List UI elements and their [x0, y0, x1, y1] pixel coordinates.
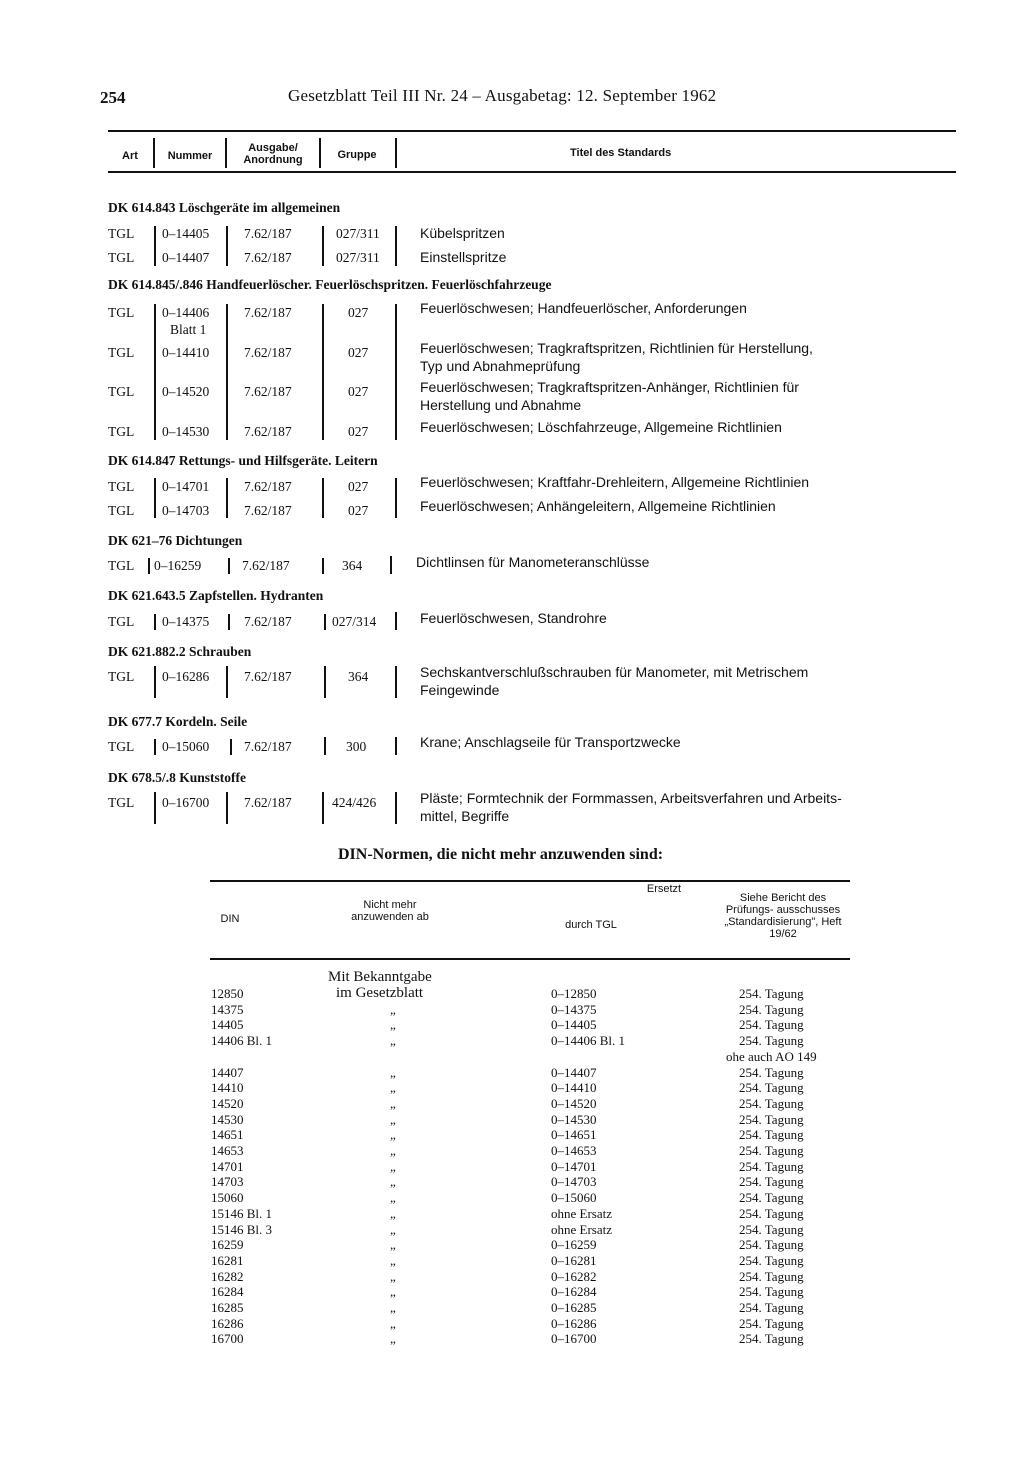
ausgabe-cell: 7.62/187 [244, 305, 292, 320]
col-divider [395, 138, 397, 168]
col-divider [154, 226, 156, 266]
din-number-cell: 14410 [211, 1080, 244, 1096]
art-cell: TGL [108, 558, 135, 573]
din-bericht-cell: 254. Tagung [739, 1284, 804, 1300]
section-heading: DK 677.7 Kordeln. Seile [108, 714, 248, 729]
din-number-cell: 14651 [211, 1127, 244, 1143]
din-number-cell: 14703 [211, 1174, 244, 1190]
col-divider [154, 792, 156, 824]
din-col-bericht: Siehe Bericht des Prüfungs- ausschusses „Standardisierung", Heft 19/62 [724, 892, 842, 940]
din-bericht-cell: 254. Tagung [739, 1174, 804, 1190]
titel-cell-line2: Feingewinde [420, 682, 500, 698]
col-divider [322, 792, 324, 824]
titel-cell: Dichtlinsen für Manometeranschlüsse [416, 554, 650, 570]
nummer-sub-cell: Blatt 1 [170, 322, 207, 337]
col-divider [319, 138, 321, 168]
col-header-art: Art [122, 150, 138, 162]
din-durch-cell: 0–14651 [551, 1127, 597, 1143]
din-durch-cell: 0–16259 [551, 1237, 597, 1253]
titel-cell: Feuerlöschwesen; Tragkraftspritzen, Richtlinien für Herstellung, [420, 340, 813, 356]
header-rule-bottom [108, 171, 956, 173]
din-bericht-note: ohe auch AO 149 [726, 1048, 817, 1064]
col-divider [154, 614, 156, 630]
din-number-cell: 14701 [211, 1158, 244, 1174]
din-bericht-cell: 254. Tagung [739, 1300, 804, 1315]
din-bericht-cell: 254. Tagung [739, 1095, 804, 1111]
titel-cell: Feuerlöschwesen; Tragkraftspritzen-Anhänger, Richtlinien für [420, 379, 799, 395]
din-durch-cell: ohne Ersatz [551, 1205, 613, 1221]
titel-cell: Feuerlöschwesen, Standrohre [420, 610, 607, 626]
nummer-cell: 0–14520 [162, 384, 210, 399]
din-number-cell: 14375 [211, 1001, 244, 1017]
din-ab-cell: „ [390, 1190, 396, 1206]
gruppe-cell: 027/311 [336, 226, 380, 241]
titel-cell: Kübelspritzen [420, 225, 505, 241]
din-ab-cell: „ [390, 1158, 396, 1174]
section-heading: DK 621.882.2 Schrauben [108, 644, 252, 659]
din-durch-cell: 0–14530 [551, 1111, 597, 1127]
art-cell: TGL [108, 479, 135, 494]
titel-cell: Feuerlöschwesen; Löschfahrzeuge, Allgemeine Richtlinien [420, 419, 782, 435]
din-number-cell: 14407 [211, 1064, 244, 1080]
din-rule-bottom [210, 958, 850, 960]
ausgabe-cell: 7.62/187 [244, 669, 292, 684]
art-cell: TGL [108, 669, 135, 684]
din-first-ab-line2: im Gesetzblatt [336, 985, 424, 1001]
gruppe-cell: 027 [348, 384, 369, 399]
din-number-cell: 16281 [211, 1252, 244, 1268]
nummer-cell: 0–14530 [162, 424, 210, 439]
din-ab-cell: „ [390, 1033, 396, 1049]
gruppe-cell: 027 [348, 503, 369, 518]
col-header-titel: Titel des Standards [570, 147, 672, 159]
title-bar [395, 666, 397, 698]
din-number-cell: 16284 [211, 1284, 244, 1300]
din-ab-cell: „ [390, 1111, 396, 1127]
col-divider [226, 226, 228, 266]
col-divider [230, 739, 232, 755]
din-ab-cell: „ [390, 1284, 396, 1300]
ausgabe-cell: 7.62/187 [244, 795, 292, 810]
titel-cell: Sechskantverschlußschrauben für Manometer, mit Metrischem [420, 664, 809, 680]
ausgabe-cell: 7.62/187 [242, 558, 290, 573]
din-bericht-cell: 254. Tagung [739, 1143, 804, 1158]
din-durch-cell: 0–12850 [551, 986, 597, 1001]
din-ab-cell: „ [390, 1237, 396, 1253]
col-divider [322, 226, 324, 266]
din-ab-cell: „ [390, 1268, 396, 1284]
din-bericht-cell: 254. Tagung [739, 1127, 804, 1143]
din-number-cell: 12850 [211, 986, 244, 1001]
art-cell: TGL [108, 226, 135, 241]
section-heading: DK 621.643.5 Zapfstellen. Hydranten [108, 588, 324, 603]
art-cell: TGL [108, 503, 135, 518]
din-durch-cell: 0–16284 [551, 1284, 597, 1300]
din-number-cell: 14520 [211, 1095, 244, 1111]
col-divider [322, 478, 324, 518]
gruppe-cell: 027/311 [336, 250, 380, 265]
din-bericht-cell: 254. Tagung [739, 1080, 804, 1096]
din-ab-cell: „ [390, 1300, 396, 1315]
din-col-ab: Nicht mehr anzuwenden ab [351, 899, 429, 923]
header-rule-top [108, 130, 956, 132]
section-heading: DK 614.847 Rettungs- und Hilfsgeräte. Leitern [108, 453, 378, 468]
title-bar [395, 792, 397, 824]
section-heading: DK 678.5/.8 Kunststoffe [108, 770, 246, 785]
col-divider [226, 304, 228, 440]
din-ab-cell: „ [390, 1205, 396, 1221]
art-cell: TGL [108, 384, 135, 399]
gruppe-cell: 027 [348, 345, 369, 360]
din-ab-cell: „ [390, 1252, 396, 1268]
art-cell: TGL [108, 424, 135, 439]
din-ab-cell: „ [390, 1095, 396, 1111]
din-bericht-cell: 254. Tagung [739, 1221, 804, 1237]
din-bericht-cell: 254. Tagung [739, 1205, 804, 1221]
section-heading: DK 614.843 Löschgeräte im allgemeinen [108, 200, 341, 215]
col-divider [153, 138, 155, 168]
din-number-cell: 15146 Bl. 3 [211, 1221, 273, 1237]
titel-cell: Feuerlöschwesen; Kraftfahr-Drehleitern, Allgemeine Richtlinien [420, 474, 810, 490]
din-bericht-cell: 254. Tagung [739, 1111, 804, 1127]
din-durch-cell: 0–14375 [551, 1001, 597, 1017]
col-divider [154, 739, 156, 755]
col-divider [154, 478, 156, 518]
col-divider [226, 478, 228, 518]
din-number-cell: 15146 Bl. 1 [211, 1205, 273, 1221]
ausgabe-cell: 7.62/187 [244, 384, 292, 399]
din-col-durch: durch TGL [565, 919, 617, 931]
art-cell: TGL [108, 614, 135, 629]
section-heading: DK 614.845/.846 Handfeuerlöscher. Feuerlöschspritzen. Feuerlöschfahrzeuge [108, 277, 552, 292]
col-header-gruppe: Gruppe [337, 149, 377, 161]
din-ab-cell: „ [390, 1174, 396, 1190]
din-durch-cell: 0–16281 [551, 1252, 597, 1268]
art-cell: TGL [108, 739, 135, 754]
din-durch-cell: 0–14407 [551, 1064, 597, 1080]
din-number-cell: 14653 [211, 1143, 244, 1158]
col-divider [225, 138, 227, 168]
din-number-cell: 16259 [211, 1237, 244, 1253]
col-divider [148, 558, 150, 574]
din-durch-cell: 0–16285 [551, 1300, 597, 1315]
gruppe-cell: 027 [348, 305, 369, 320]
din-ab-cell: „ [390, 1143, 396, 1158]
din-rule-top [210, 880, 850, 882]
nummer-cell: 0–14406 [162, 305, 210, 320]
din-bericht-cell: 254. Tagung [739, 1158, 804, 1174]
title-bar [395, 737, 397, 755]
din-col-din: DIN [220, 913, 240, 925]
gruppe-cell: 027 [348, 424, 369, 439]
col-divider [324, 614, 326, 630]
col-divider [154, 304, 156, 440]
din-number-cell: 14405 [211, 1017, 244, 1033]
ausgabe-cell: 7.62/187 [244, 226, 292, 241]
din-durch-cell: 0–14406 Bl. 1 [551, 1033, 626, 1049]
ausgabe-cell: 7.62/187 [244, 614, 292, 629]
din-first-ab-line1: Mit Bekanntgabe [328, 969, 432, 985]
din-bericht-cell: 254. Tagung [739, 1268, 804, 1284]
col-divider [322, 304, 324, 440]
din-ab-cell: „ [390, 1331, 396, 1347]
din-bericht-cell: 254. Tagung [739, 1064, 804, 1080]
col-header-nummer: Nummer [167, 150, 213, 162]
din-ab-cell: „ [390, 1001, 396, 1017]
nummer-cell: 0–16259 [154, 558, 202, 573]
gruppe-cell: 364 [348, 669, 369, 684]
din-bericht-cell: 254. Tagung [739, 1017, 804, 1033]
din-bericht-cell: 254. Tagung [739, 986, 804, 1001]
din-durch-cell: 0–14703 [551, 1174, 597, 1190]
title-bar [395, 612, 397, 630]
din-bericht-cell: 254. Tagung [739, 1190, 804, 1206]
nummer-cell: 0–16700 [162, 795, 210, 810]
din-durch-cell: 0–14520 [551, 1095, 597, 1111]
din-number-cell: 16700 [211, 1331, 244, 1347]
din-heading: DIN-Normen, die nicht mehr anzuwenden sind: [338, 846, 664, 863]
din-durch-cell: 0–16700 [551, 1331, 597, 1347]
gruppe-cell: 364 [342, 558, 363, 573]
art-cell: TGL [108, 345, 135, 360]
din-ab-cell: „ [390, 1127, 396, 1143]
din-durch-cell: 0–14405 [551, 1017, 597, 1033]
din-bericht-cell: 254. Tagung [739, 1033, 804, 1049]
col-divider [226, 792, 228, 824]
din-number-cell: 16285 [211, 1300, 244, 1315]
titel-cell-line2: Typ und Abnahmeprüfung [420, 358, 581, 374]
gruppe-cell: 027 [348, 479, 369, 494]
din-bericht-cell: 254. Tagung [739, 1331, 804, 1347]
nummer-cell: 0–14375 [162, 614, 210, 629]
titel-cell: Einstellspritze [420, 249, 507, 265]
titel-cell-line2: Herstellung und Abnahme [420, 397, 582, 413]
nummer-cell: 0–14405 [162, 226, 210, 241]
title-bar [395, 226, 397, 266]
nummer-cell: 0–15060 [162, 739, 210, 754]
ausgabe-cell: 7.62/187 [244, 739, 292, 754]
title-bar [395, 304, 397, 440]
din-durch-cell: 0–14410 [551, 1080, 597, 1096]
din-ab-cell: „ [390, 1080, 396, 1096]
section-heading: DK 621–76 Dichtungen [108, 533, 243, 548]
din-number-cell: 14530 [211, 1111, 244, 1127]
col-divider [154, 666, 156, 698]
titel-cell-line2: mittel, Begriffe [420, 808, 510, 824]
din-ab-cell: „ [390, 1221, 396, 1237]
din-ab-cell: „ [390, 1017, 396, 1033]
gruppe-cell: 424/426 [332, 795, 377, 810]
art-cell: TGL [108, 795, 135, 810]
title-bar [324, 737, 326, 755]
din-ab-cell: „ [390, 1064, 396, 1080]
ausgabe-cell: 7.62/187 [244, 503, 292, 518]
title-bar [324, 666, 326, 698]
din-durch-cell: 0–14701 [551, 1158, 597, 1174]
ausgabe-cell: 7.62/187 [244, 345, 292, 360]
col-header-ausgabe: Ausgabe/ Anordnung [243, 142, 303, 166]
ausgabe-cell: 7.62/187 [244, 424, 292, 439]
page-title: Gesetzblatt Teil III Nr. 24 – Ausgabetag: 12. September 1962 [288, 86, 717, 105]
din-durch-cell: 0–14653 [551, 1143, 597, 1158]
gruppe-cell: 027/314 [332, 614, 377, 629]
din-durch-cell: 0–16282 [551, 1268, 597, 1284]
col-divider [228, 614, 230, 630]
titel-cell: Krane; Anschlagseile für Transportzwecke [420, 734, 681, 750]
din-col-ersetzt: Ersetzt [646, 883, 682, 895]
col-divider [322, 558, 324, 574]
nummer-cell: 0–14407 [162, 250, 210, 265]
nummer-cell: 0–16286 [162, 669, 210, 684]
din-number-cell: 14406 Bl. 1 [211, 1033, 273, 1049]
art-cell: TGL [108, 250, 135, 265]
din-bericht-cell: 254. Tagung [739, 1237, 804, 1253]
titel-cell: Feuerlöschwesen; Handfeuerlöscher, Anforderungen [420, 300, 747, 316]
titel-cell: Feuerlöschwesen; Anhängeleitern, Allgemeine Richtlinien [420, 498, 776, 514]
din-ab-cell: „ [390, 1315, 396, 1331]
din-durch-cell: ohne Ersatz [551, 1221, 613, 1237]
title-bar [395, 478, 397, 518]
ausgabe-cell: 7.62/187 [244, 250, 292, 265]
din-number-cell: 15060 [211, 1190, 244, 1206]
nummer-cell: 0–14410 [162, 345, 210, 360]
din-bericht-cell: 254. Tagung [739, 1001, 804, 1017]
col-divider [226, 666, 228, 698]
din-bericht-cell: 254. Tagung [739, 1252, 804, 1268]
din-number-cell: 16286 [211, 1315, 244, 1331]
ausgabe-cell: 7.62/187 [244, 479, 292, 494]
din-bericht-cell: 254. Tagung [739, 1315, 804, 1331]
nummer-cell: 0–14703 [162, 503, 210, 518]
art-cell: TGL [108, 305, 135, 320]
nummer-cell: 0–14701 [162, 479, 210, 494]
col-divider [228, 558, 230, 574]
din-durch-cell: 0–16286 [551, 1315, 597, 1331]
din-durch-cell: 0–15060 [551, 1190, 597, 1206]
titel-cell: Pläste; Formtechnik der Formmassen, Arbeitsverfahren und Arbeits- [420, 790, 842, 806]
title-bar [390, 556, 392, 574]
gruppe-cell: 300 [346, 739, 367, 754]
din-number-cell: 16282 [211, 1268, 244, 1284]
page-number: 254 [100, 88, 126, 107]
